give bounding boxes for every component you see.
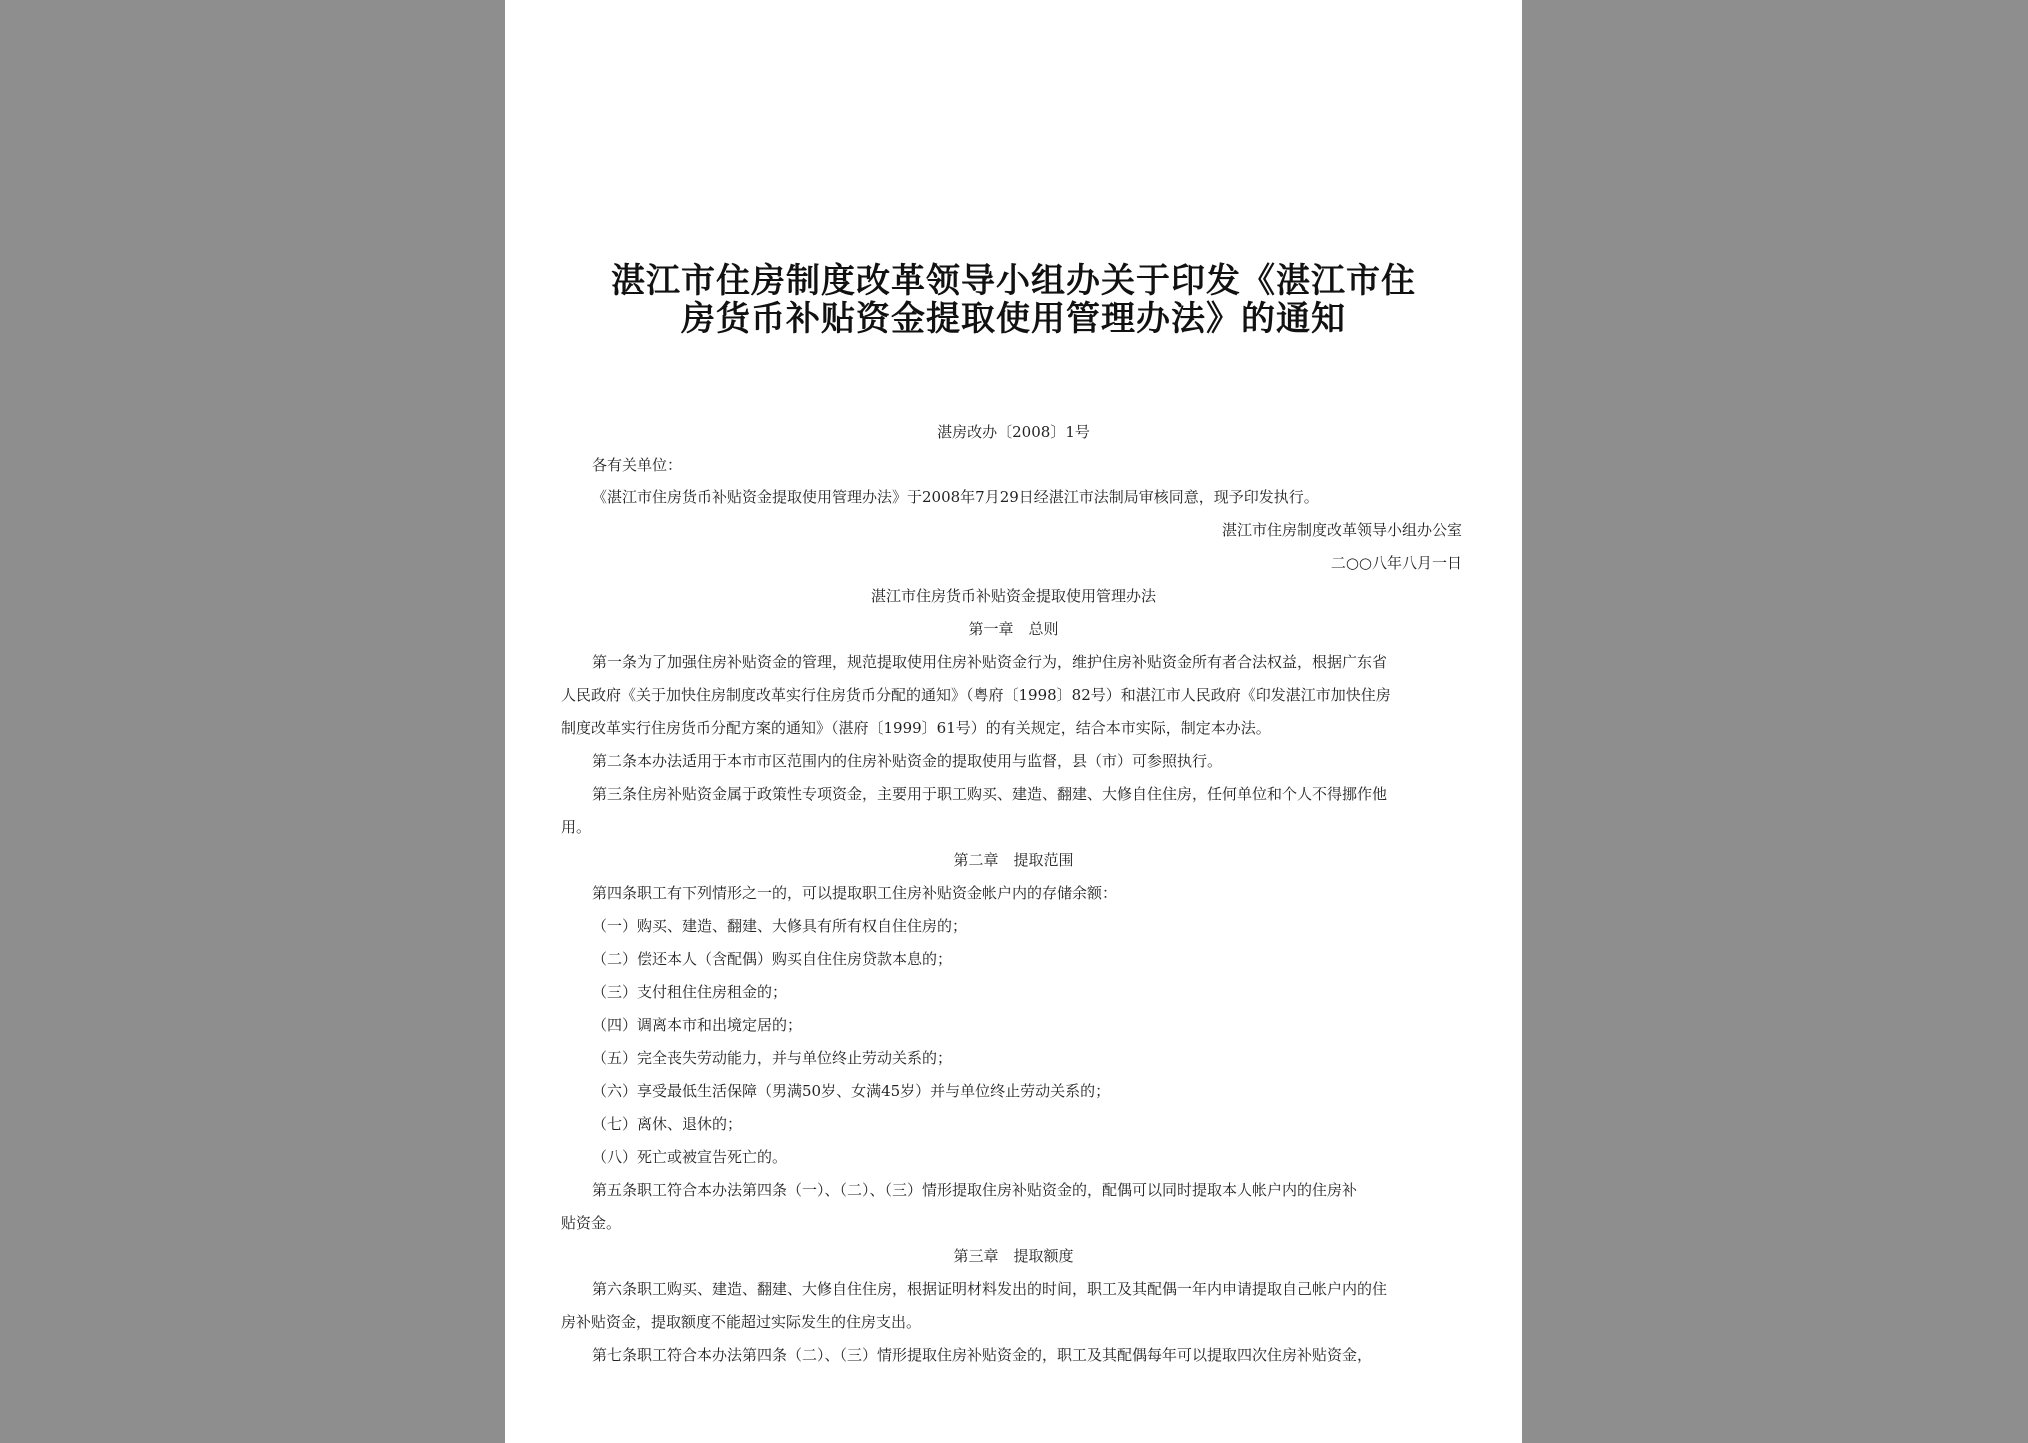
article-1-line-2: 人民政府《关于加快住房制度改革实行住房货币分配的通知》（粤府〔1998〕82号）和湛江市人民政府《印发湛江市加快住房 [561, 686, 1391, 704]
article-4-item: （七）离休、退休的； [592, 1115, 743, 1133]
chapter-3-heading: 第三章 提取额度 [953, 1247, 1074, 1265]
article-1-line-3: 制度改革实行住房货币分配方案的通知》（湛府〔1999〕61号）的有关规定，结合本市实际，制定本办法。 [561, 719, 1271, 737]
article-4-item: （四）调离本市和出境定居的； [592, 1016, 803, 1034]
article-4-item: （一）购买、建造、翻建、大修具有所有权自住住房的； [592, 917, 968, 935]
document-title-line-1: 湛江市住房制度改革领导小组办关于印发《湛江市住 [611, 261, 1416, 301]
document-number: 湛房改办〔2008〕1号 [937, 423, 1090, 441]
article-7-line-1: 第七条职工符合本办法第四条（二）、（三）情形提取住房补贴资金的，职工及其配偶每年可以提取四次住房补贴资金， [592, 1346, 1373, 1364]
article-3-line-1: 第三条住房补贴资金属于政策性专项资金，主要用于职工购买、建造、翻建、大修自住住房，任何单位和个人不得挪作他 [592, 785, 1388, 803]
document-title-line-2: 房货币补贴资金提取使用管理办法》的通知 [681, 299, 1346, 339]
article-4: 第四条职工有下列情形之一的，可以提取职工住房补贴资金帐户内的存储余额： [592, 884, 1118, 902]
article-3-line-2: 用。 [561, 818, 592, 836]
issue-date: 二○○八年八月一日 [1330, 554, 1462, 572]
article-4-item: （三）支付租住住房租金的； [592, 983, 788, 1001]
article-5-line-2: 贴资金。 [561, 1214, 622, 1232]
chapter-2-heading: 第二章 提取范围 [953, 851, 1074, 869]
chapter-1-heading: 第一章 总则 [968, 620, 1059, 638]
intro-paragraph: 《湛江市住房货币补贴资金提取使用管理办法》于2008年7月29日经湛江市法制局审核同意，现予印发执行。 [592, 488, 1319, 506]
article-1-line-1: 第一条为了加强住房补贴资金的管理，规范提取使用住房补贴资金行为，维护住房补贴资金所有者合法权益，根据广东省 [592, 653, 1388, 671]
measure-title: 湛江市住房货币补贴资金提取使用管理办法 [870, 587, 1156, 605]
article-5-line-1: 第五条职工符合本办法第四条（一）、（二）、（三）情形提取住房补贴资金的，配偶可以同时提取本人帐户内的住房补 [592, 1181, 1358, 1199]
article-2: 第二条本办法适用于本市市区范围内的住房补贴资金的提取使用与监督，县（市）可参照执行。 [592, 752, 1223, 770]
article-4-item: （五）完全丧失劳动能力，并与单位终止劳动关系的； [592, 1049, 953, 1067]
article-6-line-1: 第六条职工购买、建造、翻建、大修自住住房，根据证明材料发出的时间，职工及其配偶一年内申请提取自己帐户内的住 [592, 1280, 1388, 1298]
document-page [505, 0, 1522, 1443]
article-6-line-2: 房补贴资金，提取额度不能超过实际发生的住房支出。 [561, 1313, 922, 1331]
article-4-item: （八）死亡或被宣告死亡的。 [592, 1148, 788, 1166]
article-4-item: （六）享受最低生活保障（男满50岁、女满45岁）并与单位终止劳动关系的； [592, 1082, 1111, 1100]
article-4-item: （二）偿还本人（含配偶）购买自住住房贷款本息的； [592, 950, 953, 968]
issuer: 湛江市住房制度改革领导小组办公室 [1221, 521, 1462, 539]
addressee: 各有关单位： [592, 456, 683, 474]
